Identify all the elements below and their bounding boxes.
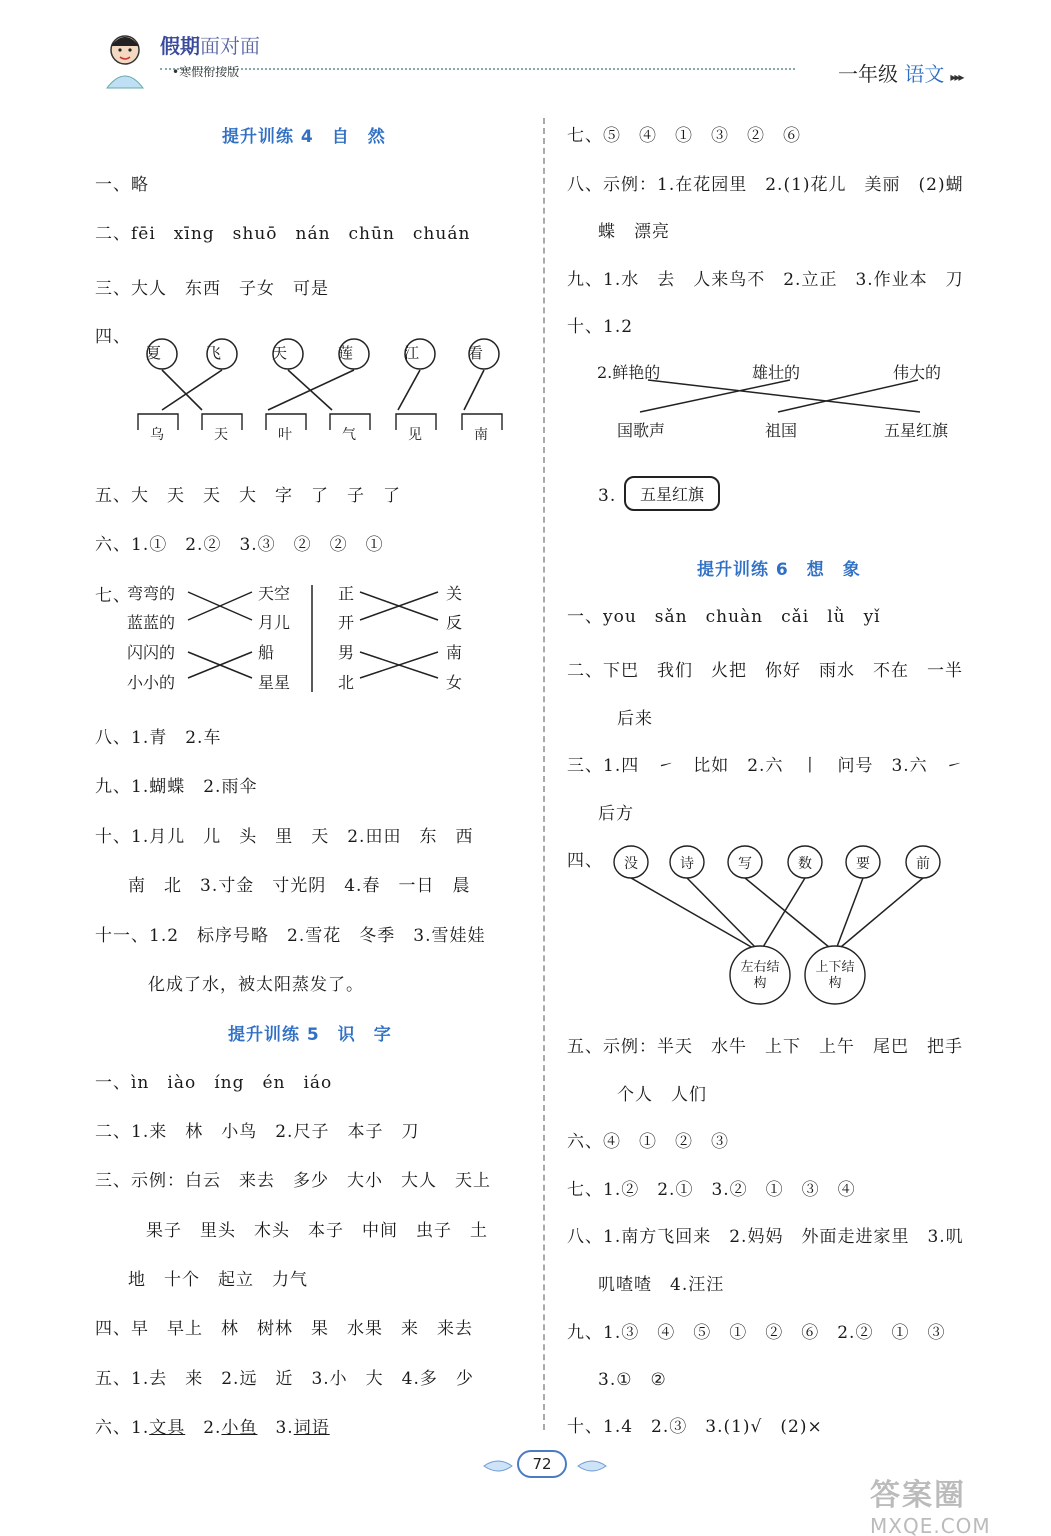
car-char-4: 莲 bbox=[338, 344, 354, 362]
answer-5-7: 七、⑤ ④ ① ③ ② ⑥ bbox=[567, 126, 801, 146]
answer-box: 五星红旗 bbox=[624, 476, 720, 511]
match-left-4: 小小的 bbox=[127, 673, 176, 692]
answer-4-10b: 南 北 3.寸金 寸光阴 4.春 一日 晨 bbox=[128, 876, 471, 896]
answer-6-10: 十、1.4 2.③ 3.(1)√ (2)× bbox=[567, 1417, 823, 1437]
flower-char-6: 前 bbox=[916, 856, 930, 872]
answer-4-10a: 十、1.月儿 儿 头 里 天 2.田田 东 西 bbox=[95, 827, 474, 847]
sign-char-3: 叶 bbox=[278, 427, 292, 443]
match-r1-4: 北 bbox=[338, 673, 355, 692]
section-title-4: 提升训练 4 自 然 bbox=[222, 127, 386, 147]
sign-char-4: 气 bbox=[342, 427, 356, 443]
answer-4-3: 三、大人 东西 子女 可是 bbox=[95, 279, 329, 299]
column-divider bbox=[543, 118, 545, 1430]
section-title-6: 提升训练 6 想 象 bbox=[697, 560, 861, 580]
answer-5-1: 一、ìn iào íng én iáo bbox=[95, 1073, 333, 1093]
match-r1-3: 男 bbox=[338, 643, 355, 662]
match-r2-4: 女 bbox=[446, 673, 463, 692]
answer-6-7: 七、1.② 2.① 3.② ① ③ ④ bbox=[567, 1180, 856, 1200]
answer-5-8a: 八、示例：1.在花园里 2.(1)花儿 美丽 (2)蝴 bbox=[567, 175, 964, 195]
watermark: 答案圈 MXQE.COM bbox=[870, 1478, 991, 1536]
answer-4-4-label: 四、 bbox=[95, 327, 131, 347]
car-char-3: 天 bbox=[272, 344, 288, 362]
answer-5-10: 十、1.2 bbox=[567, 317, 634, 337]
brand-title: 假期面对面 bbox=[160, 34, 260, 58]
pot-label-2: 上下结构 bbox=[815, 960, 855, 991]
answer-4-8: 八、1.青 2.车 bbox=[95, 728, 222, 748]
match-left-3: 闪闪的 bbox=[127, 643, 176, 662]
page-header bbox=[0, 0, 1051, 100]
sign-char-2: 天 bbox=[214, 427, 228, 443]
pot-label-1: 左右结构 bbox=[740, 960, 780, 991]
answer-6-4-label: 四、 bbox=[567, 851, 603, 871]
cartoon-kids-logo-icon bbox=[95, 28, 155, 90]
car-char-1: 夏 bbox=[146, 344, 162, 362]
match-left-2: 蓝蓝的 bbox=[127, 613, 176, 632]
answer-5-3c: 地 十个 起立 力气 bbox=[128, 1270, 308, 1290]
match-mid-3: 船 bbox=[258, 643, 275, 662]
flower-char-4: 数 bbox=[798, 856, 812, 872]
answer-6-5a: 五、示例：半天 水牛 上下 上午 尾巴 把手 bbox=[567, 1037, 963, 1057]
brand-subtitle: •寒假衔接版 bbox=[172, 65, 240, 79]
car-char-6: 看 bbox=[468, 344, 484, 362]
phrase-matching-lines bbox=[600, 370, 950, 430]
car-matching-diagram bbox=[120, 318, 520, 448]
answer-4-7-label: 七、 bbox=[95, 586, 131, 606]
match-top-3: 伟大的 bbox=[893, 363, 942, 382]
answer-5-8b: 蝶 漂亮 bbox=[598, 222, 670, 242]
match-r2-3: 南 bbox=[446, 643, 463, 662]
match-top-2: 雄壮的 bbox=[752, 363, 801, 382]
answer-5-2: 二、1.来 林 小鸟 2.尺子 本子 刀 bbox=[95, 1122, 420, 1142]
answer-5-9: 九、1.水 去 人来鸟不 2.立正 3.作业本 刀 bbox=[567, 270, 964, 290]
flower-char-1: 没 bbox=[624, 856, 638, 872]
answer-5-6: 六、1.文具 2.小鱼 3.词语 bbox=[95, 1418, 330, 1438]
car-char-5: 江 bbox=[404, 344, 420, 362]
flower-char-2: 诗 bbox=[680, 856, 694, 872]
answer-6-2a: 二、下巴 我们 火把 你好 雨水 不在 一半 bbox=[567, 661, 963, 681]
match-r1-1: 正 bbox=[338, 584, 355, 603]
match-r2-1: 关 bbox=[446, 584, 463, 603]
answer-4-6: 六、1.① 2.② 3.③ ② ② ① bbox=[95, 535, 384, 555]
answer-4-11b: 化成了水，被太阳蒸发了。 bbox=[148, 975, 364, 995]
answer-6-6: 六、④ ① ② ③ bbox=[567, 1132, 729, 1152]
answer-6-3b: 后方 bbox=[598, 804, 634, 824]
sign-char-1: 乌 bbox=[150, 427, 164, 443]
car-char-2: 飞 bbox=[206, 344, 222, 362]
answer-6-2b: 后来 bbox=[617, 709, 653, 729]
header-divider bbox=[160, 68, 795, 70]
match-mid-2: 月儿 bbox=[258, 613, 291, 632]
answer-5-3b: 果子 里头 木头 本子 中间 虫子 土 bbox=[146, 1221, 488, 1241]
answer-5-10-3-label: 3. bbox=[598, 486, 617, 506]
match-bottom-3: 五星红旗 bbox=[884, 421, 949, 440]
answer-6-8a: 八、1.南方飞回来 2.妈妈 外面走进家里 3.叽 bbox=[567, 1227, 964, 1247]
answer-5-5: 五、1.去 来 2.远 近 3.小 大 4.多 少 bbox=[95, 1369, 474, 1389]
answer-6-3a: 三、1.四 ㇀ 比如 2.六 丨 问号 3.六 ㇀ bbox=[567, 756, 964, 776]
match-mid-4: 星星 bbox=[258, 673, 291, 692]
section-title-5: 提升训练 5 识 字 bbox=[228, 1025, 392, 1045]
match-r2-2: 反 bbox=[446, 613, 463, 632]
answer-6-9a: 九、1.③ ④ ⑤ ① ② ⑥ 2.② ① ③ bbox=[567, 1323, 946, 1343]
match-mid-1: 天空 bbox=[258, 584, 291, 603]
flower-char-5: 要 bbox=[856, 856, 870, 872]
flower-char-3: 写 bbox=[738, 856, 752, 872]
sign-char-5: 见 bbox=[408, 427, 422, 443]
match-top-1: 2.鲜艳的 bbox=[597, 363, 661, 382]
answer-5-3a: 三、示例：白云 来去 多少 大小 大人 天上 bbox=[95, 1171, 491, 1191]
match-bottom-1: 国歌声 bbox=[617, 421, 666, 440]
grade-subject: 一年级 语文 ▸▸▸ bbox=[838, 62, 963, 86]
answer-6-1: 一、you sǎn chuàn cǎi lǜ yǐ bbox=[567, 607, 881, 627]
answer-4-5: 五、大 天 天 大 字 了 子 了 bbox=[95, 486, 401, 506]
match-left-1: 弯弯的 bbox=[127, 584, 176, 603]
answer-4-2: 二、fēi xīng shuō nán chūn chuán bbox=[95, 224, 471, 244]
answer-4-1: 一、略 bbox=[95, 175, 149, 195]
page-number: 72 bbox=[517, 1450, 567, 1478]
sign-char-6: 南 bbox=[474, 427, 488, 443]
word-matching-lines bbox=[180, 580, 470, 695]
match-r1-2: 开 bbox=[338, 613, 355, 632]
answer-6-8b: 叽喳喳 4.汪汪 bbox=[598, 1275, 725, 1295]
match-bottom-2: 祖国 bbox=[765, 421, 798, 440]
answer-4-11a: 十一、1.2 标序号略 2.雪花 冬季 3.雪娃娃 bbox=[95, 926, 486, 946]
answer-6-9b: 3.① ② bbox=[598, 1370, 667, 1390]
answer-6-5b: 个人 人们 bbox=[617, 1085, 707, 1105]
answer-5-4: 四、早 早上 林 树林 果 水果 来 来去 bbox=[95, 1319, 473, 1339]
answer-4-9: 九、1.蝴蝶 2.雨伞 bbox=[95, 777, 258, 797]
arrows-icon: ▸▸▸ bbox=[950, 70, 963, 84]
